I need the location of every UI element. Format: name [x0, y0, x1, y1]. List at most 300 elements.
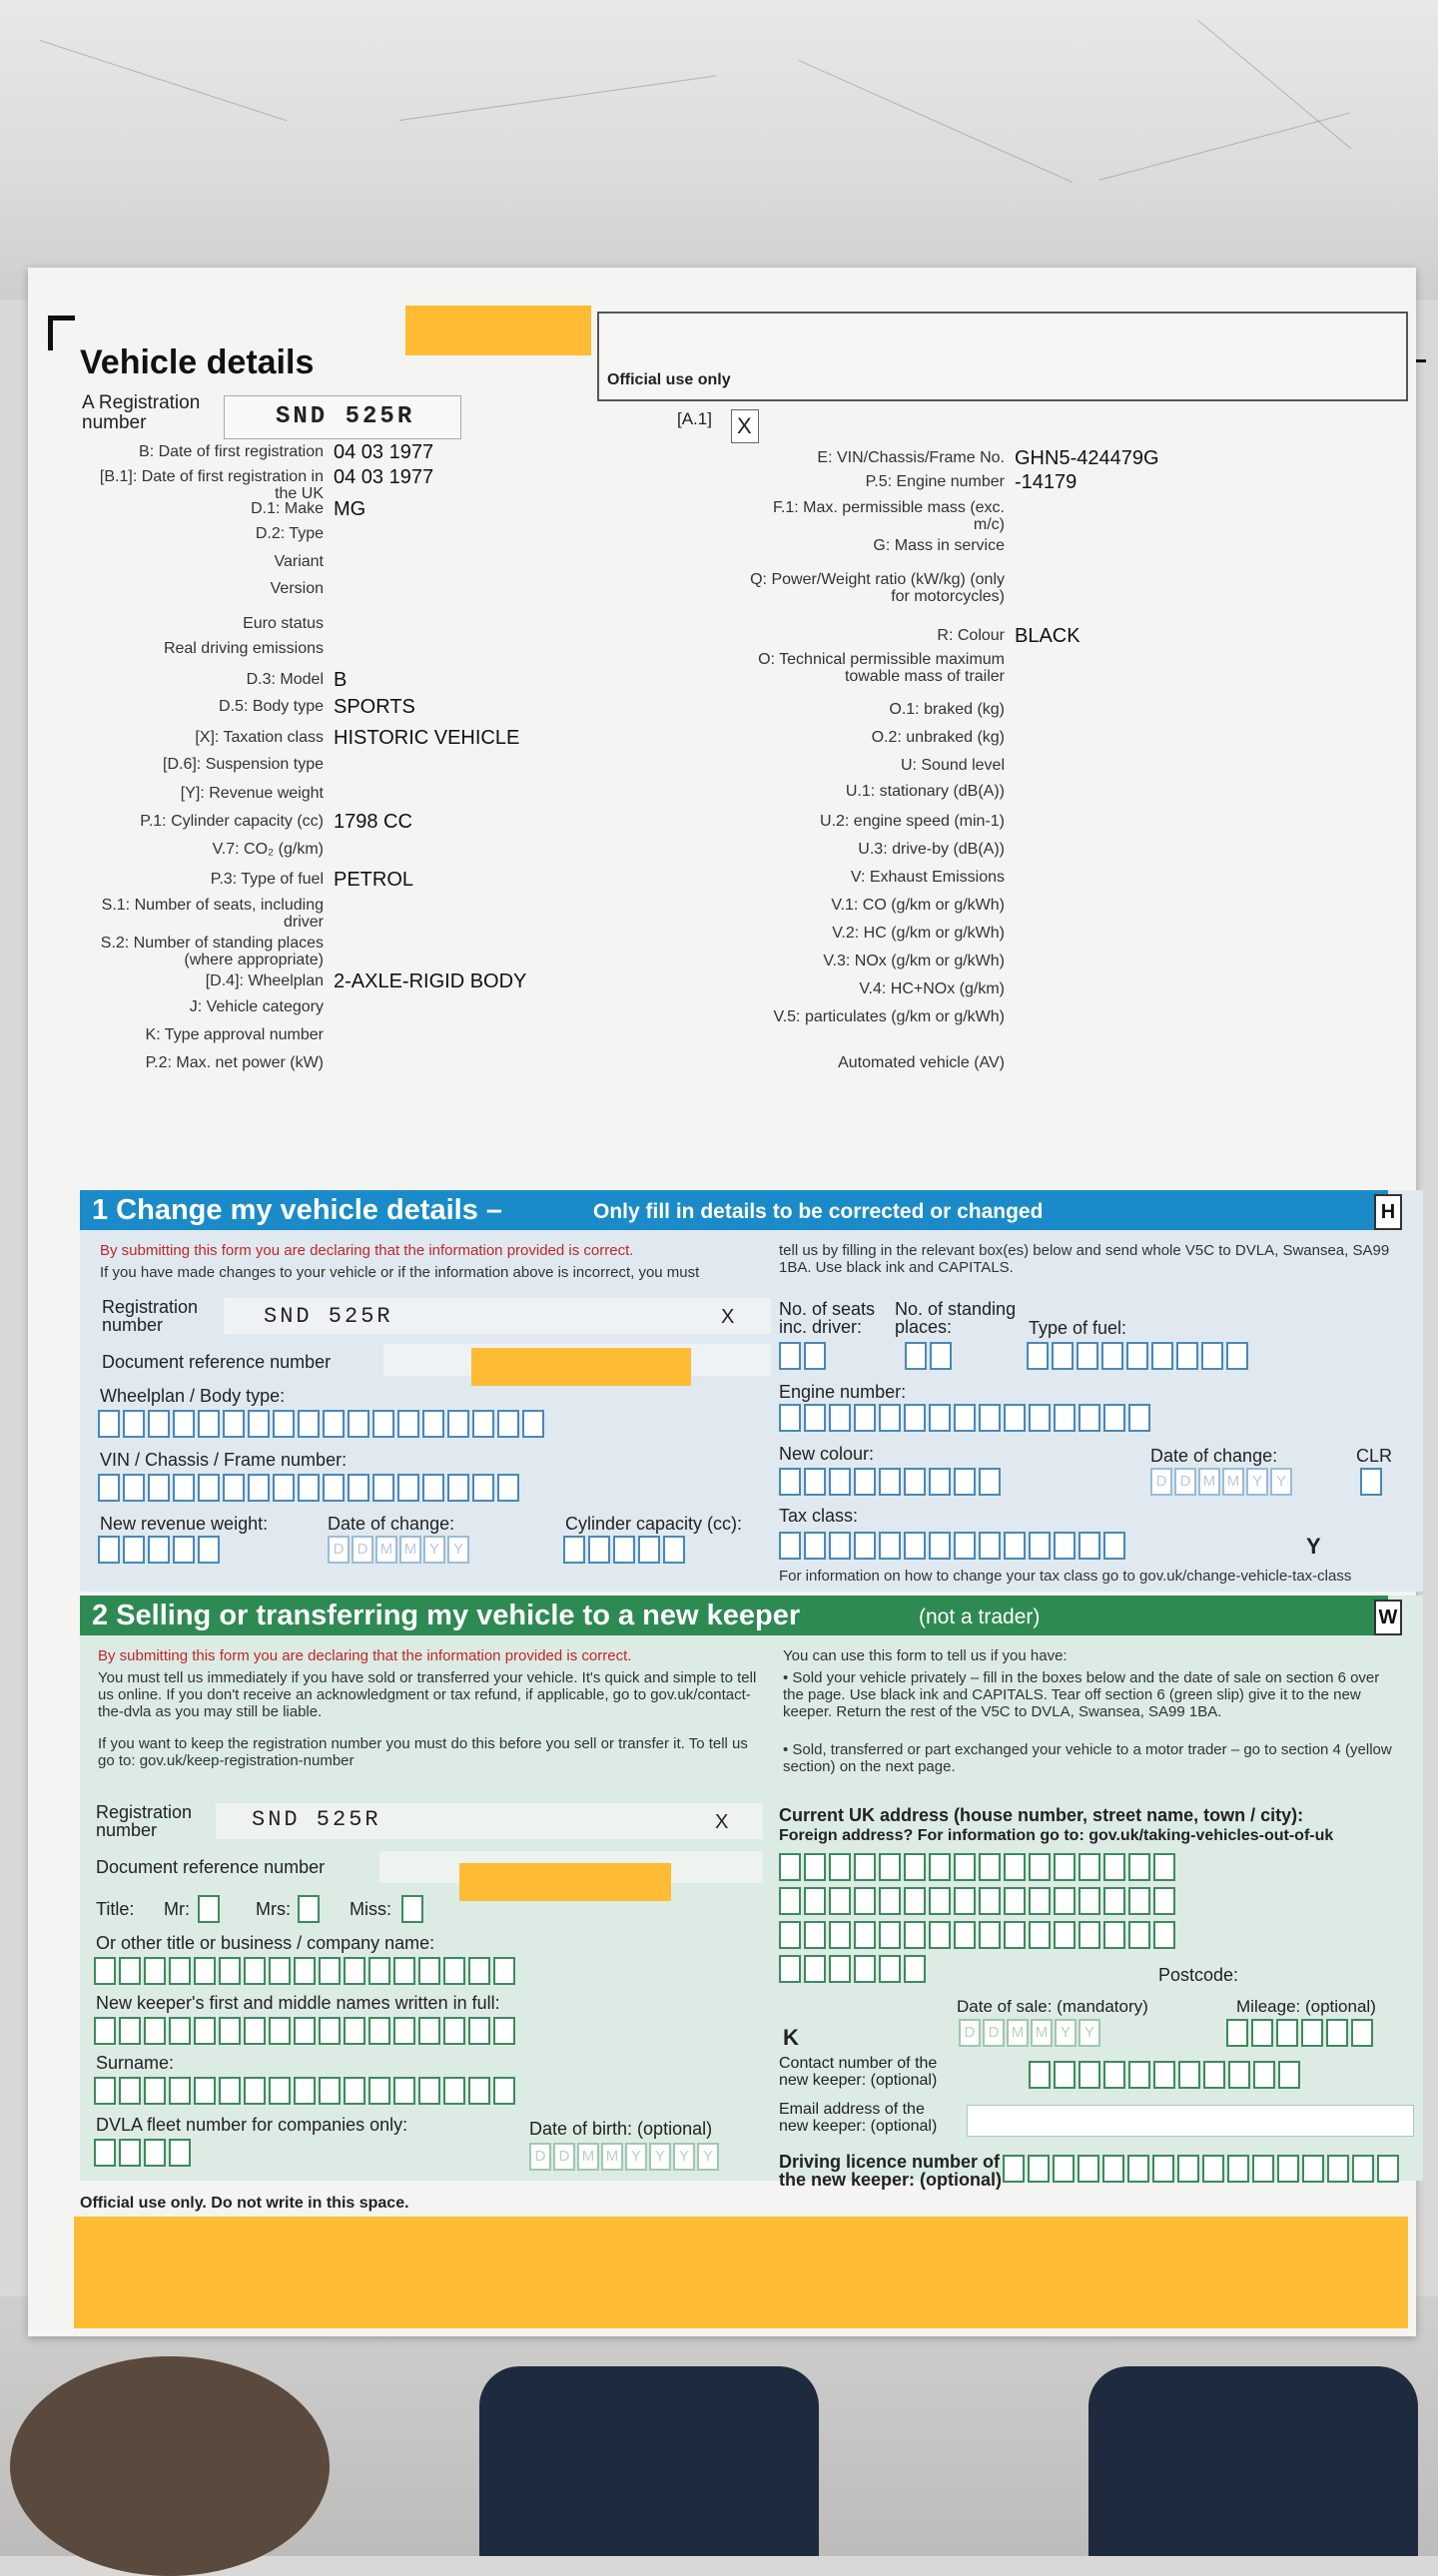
- date-char-box[interactable]: D: [1150, 1468, 1172, 1496]
- char-box[interactable]: [397, 1474, 419, 1502]
- char-box[interactable]: [879, 1468, 901, 1496]
- miss-box[interactable]: [401, 1895, 426, 1923]
- date-char-box[interactable]: D: [1174, 1468, 1196, 1496]
- char-box[interactable]: [372, 1410, 394, 1438]
- char-box[interactable]: [904, 1921, 926, 1949]
- char-box[interactable]: [273, 1410, 295, 1438]
- char-box[interactable]: [1054, 1532, 1076, 1560]
- wheelplan-boxes[interactable]: [98, 1410, 547, 1438]
- char-box[interactable]: [493, 1957, 515, 1985]
- char-box[interactable]: [563, 1536, 585, 1564]
- char-box[interactable]: [1004, 1887, 1026, 1915]
- char-box[interactable]: [1078, 2061, 1100, 2089]
- date-char-box[interactable]: Y: [649, 2143, 671, 2171]
- char-box[interactable]: [1126, 1342, 1148, 1370]
- char-box[interactable]: [1078, 1853, 1100, 1881]
- char-box[interactable]: [219, 1957, 241, 1985]
- char-box[interactable]: [979, 1921, 1001, 1949]
- address-boxes-2[interactable]: [779, 1887, 1178, 1915]
- engine-boxes[interactable]: [779, 1404, 1153, 1432]
- char-box[interactable]: [829, 1532, 851, 1560]
- char-box[interactable]: [1054, 1887, 1076, 1915]
- char-box[interactable]: [393, 1957, 415, 1985]
- char-box[interactable]: [198, 1474, 220, 1502]
- date-char-box[interactable]: D: [553, 2143, 575, 2171]
- char-box[interactable]: [219, 2077, 241, 2105]
- char-box[interactable]: [854, 1921, 876, 1949]
- char-box[interactable]: [663, 1536, 685, 1564]
- date-sale-boxes[interactable]: [959, 2019, 1102, 2047]
- clr-boxes[interactable]: [1360, 1468, 1385, 1496]
- char-box[interactable]: [1029, 1853, 1051, 1881]
- char-box[interactable]: [854, 1468, 876, 1496]
- date-char-box[interactable]: M: [577, 2143, 599, 2171]
- char-box[interactable]: [1252, 2155, 1274, 2183]
- char-box[interactable]: [854, 1404, 876, 1432]
- char-box[interactable]: [1251, 2019, 1273, 2047]
- char-box[interactable]: [1103, 1887, 1125, 1915]
- char-box[interactable]: [144, 1957, 166, 1985]
- char-box[interactable]: [443, 1957, 465, 1985]
- char-box[interactable]: [1228, 2061, 1250, 2089]
- char-box[interactable]: [447, 1410, 469, 1438]
- char-box[interactable]: [829, 1955, 851, 1983]
- char-box[interactable]: [194, 1957, 216, 1985]
- char-box[interactable]: [497, 1410, 519, 1438]
- char-box[interactable]: [979, 1532, 1001, 1560]
- mr-box[interactable]: [198, 1895, 223, 1923]
- char-box[interactable]: [244, 2017, 266, 2045]
- char-box[interactable]: [298, 1410, 320, 1438]
- char-box[interactable]: [1203, 2061, 1225, 2089]
- char-box[interactable]: [854, 1955, 876, 1983]
- date-char-box[interactable]: D: [983, 2019, 1005, 2047]
- char-box[interactable]: [1326, 2019, 1348, 2047]
- date-char-box[interactable]: Y: [625, 2143, 647, 2171]
- char-box[interactable]: [443, 2077, 465, 2105]
- date-char-box[interactable]: Y: [673, 2143, 695, 2171]
- char-box[interactable]: [1276, 2019, 1298, 2047]
- char-box[interactable]: [954, 1404, 976, 1432]
- char-box[interactable]: [1128, 1921, 1150, 1949]
- address-boxes-1[interactable]: [779, 1853, 1178, 1881]
- cylinder-boxes[interactable]: [563, 1536, 688, 1564]
- char-box[interactable]: [779, 1532, 801, 1560]
- date-char-box[interactable]: M: [1198, 1468, 1220, 1496]
- char-box[interactable]: [319, 2077, 341, 2105]
- char-box[interactable]: [219, 2017, 241, 2045]
- char-box[interactable]: [1077, 1342, 1098, 1370]
- char-box[interactable]: [447, 1474, 469, 1502]
- char-box[interactable]: [1128, 1853, 1150, 1881]
- date-char-box[interactable]: M: [375, 1536, 397, 1564]
- char-box[interactable]: [368, 1957, 390, 1985]
- char-box[interactable]: [1153, 1853, 1175, 1881]
- char-box[interactable]: [829, 1468, 851, 1496]
- char-box[interactable]: [1103, 1853, 1125, 1881]
- char-box[interactable]: [1102, 2155, 1124, 2183]
- char-box[interactable]: [1352, 2155, 1374, 2183]
- vin-boxes[interactable]: [98, 1474, 522, 1502]
- char-box[interactable]: [198, 1410, 220, 1438]
- char-box[interactable]: [954, 1887, 976, 1915]
- char-box[interactable]: [493, 2017, 515, 2045]
- char-box[interactable]: [169, 2139, 191, 2167]
- char-box[interactable]: [1029, 1887, 1051, 1915]
- revenue-weight-boxes[interactable]: [98, 1536, 223, 1564]
- address-boxes-3[interactable]: [779, 1921, 1178, 1949]
- char-box[interactable]: [1253, 2061, 1275, 2089]
- char-box[interactable]: [804, 1853, 826, 1881]
- char-box[interactable]: [493, 2077, 515, 2105]
- char-box[interactable]: [1226, 1342, 1248, 1370]
- email-field[interactable]: [967, 2105, 1414, 2137]
- fuel-boxes[interactable]: [1027, 1342, 1251, 1370]
- char-box[interactable]: [1004, 1853, 1026, 1881]
- char-box[interactable]: [1103, 2061, 1125, 2089]
- char-box[interactable]: [1201, 1342, 1223, 1370]
- char-box[interactable]: [418, 2017, 440, 2045]
- char-box[interactable]: [1278, 2061, 1300, 2089]
- char-box[interactable]: [954, 1532, 976, 1560]
- char-box[interactable]: [1152, 2155, 1174, 2183]
- surname-boxes[interactable]: [94, 2077, 518, 2105]
- char-box[interactable]: [904, 1955, 926, 1983]
- char-box[interactable]: [123, 1474, 145, 1502]
- char-box[interactable]: [119, 2139, 141, 2167]
- char-box[interactable]: [144, 2139, 166, 2167]
- char-box[interactable]: [1128, 1887, 1150, 1915]
- date-char-box[interactable]: Y: [447, 1536, 469, 1564]
- char-box[interactable]: [779, 1404, 801, 1432]
- char-box[interactable]: [119, 1957, 141, 1985]
- char-box[interactable]: [1027, 1342, 1049, 1370]
- char-box[interactable]: [1028, 2155, 1050, 2183]
- char-box[interactable]: [1301, 2019, 1323, 2047]
- char-box[interactable]: [94, 2139, 116, 2167]
- char-box[interactable]: [94, 2077, 116, 2105]
- char-box[interactable]: [98, 1536, 120, 1564]
- char-box[interactable]: [929, 1921, 951, 1949]
- char-box[interactable]: [829, 1853, 851, 1881]
- char-box[interactable]: [244, 2077, 266, 2105]
- char-box[interactable]: [904, 1887, 926, 1915]
- char-box[interactable]: [98, 1474, 120, 1502]
- char-box[interactable]: [1101, 1342, 1123, 1370]
- char-box[interactable]: [198, 1536, 220, 1564]
- char-box[interactable]: [804, 1532, 826, 1560]
- char-box[interactable]: [1004, 1921, 1026, 1949]
- char-box[interactable]: [829, 1404, 851, 1432]
- char-box[interactable]: [368, 2017, 390, 2045]
- char-box[interactable]: [1029, 1921, 1051, 1949]
- char-box[interactable]: [1176, 1342, 1198, 1370]
- char-box[interactable]: [269, 1957, 291, 1985]
- char-box[interactable]: [954, 1921, 976, 1949]
- char-box[interactable]: [779, 1853, 801, 1881]
- char-box[interactable]: [269, 2017, 291, 2045]
- char-box[interactable]: [468, 2017, 490, 2045]
- char-box[interactable]: [472, 1410, 494, 1438]
- char-box[interactable]: [1227, 2155, 1249, 2183]
- char-box[interactable]: [1078, 2155, 1099, 2183]
- char-box[interactable]: [94, 2017, 116, 2045]
- char-box[interactable]: [244, 1957, 266, 1985]
- char-box[interactable]: [930, 1342, 952, 1370]
- char-box[interactable]: [879, 1955, 901, 1983]
- date-char-box[interactable]: D: [352, 1536, 373, 1564]
- char-box[interactable]: [854, 1853, 876, 1881]
- date-char-box[interactable]: D: [328, 1536, 350, 1564]
- char-box[interactable]: [468, 2077, 490, 2105]
- char-box[interactable]: [148, 1474, 170, 1502]
- dob-boxes[interactable]: [529, 2143, 721, 2171]
- char-box[interactable]: [123, 1410, 145, 1438]
- char-box[interactable]: [779, 1468, 801, 1496]
- char-box[interactable]: [1351, 2019, 1373, 2047]
- char-box[interactable]: [588, 1536, 610, 1564]
- char-box[interactable]: [779, 1342, 801, 1370]
- char-box[interactable]: [1054, 1404, 1076, 1432]
- char-box[interactable]: [954, 1853, 976, 1881]
- char-box[interactable]: [393, 2017, 415, 2045]
- date-char-box[interactable]: M: [1222, 1468, 1244, 1496]
- char-box[interactable]: [1054, 1921, 1076, 1949]
- char-box[interactable]: [1277, 2155, 1299, 2183]
- char-box[interactable]: [1178, 2061, 1200, 2089]
- char-box[interactable]: [804, 1468, 826, 1496]
- char-box[interactable]: [522, 1410, 544, 1438]
- char-box[interactable]: [397, 1410, 419, 1438]
- char-box[interactable]: [173, 1536, 195, 1564]
- date-char-box[interactable]: Y: [697, 2143, 719, 2171]
- char-box[interactable]: [472, 1474, 494, 1502]
- char-box[interactable]: [173, 1474, 195, 1502]
- char-box[interactable]: [169, 2017, 191, 2045]
- char-box[interactable]: [319, 1957, 341, 1985]
- char-box[interactable]: [468, 1957, 490, 1985]
- char-box[interactable]: [98, 1410, 120, 1438]
- char-box[interactable]: [123, 1536, 145, 1564]
- char-box[interactable]: [1177, 2155, 1199, 2183]
- date-char-box[interactable]: M: [1031, 2019, 1053, 2047]
- char-box[interactable]: [273, 1474, 295, 1502]
- char-box[interactable]: [1128, 2061, 1150, 2089]
- standing-boxes[interactable]: [905, 1342, 955, 1370]
- char-box[interactable]: [198, 1895, 220, 1923]
- char-box[interactable]: [904, 1532, 926, 1560]
- fleet-boxes[interactable]: [94, 2139, 194, 2167]
- date-char-box[interactable]: M: [399, 1536, 421, 1564]
- char-box[interactable]: [1003, 2155, 1025, 2183]
- char-box[interactable]: [393, 2077, 415, 2105]
- char-box[interactable]: [1153, 1921, 1175, 1949]
- char-box[interactable]: [443, 2017, 465, 2045]
- char-box[interactable]: [223, 1474, 245, 1502]
- char-box[interactable]: [1052, 1342, 1074, 1370]
- char-box[interactable]: [804, 1921, 826, 1949]
- char-box[interactable]: [929, 1468, 951, 1496]
- char-box[interactable]: [613, 1536, 635, 1564]
- char-box[interactable]: [929, 1404, 951, 1432]
- char-box[interactable]: [294, 2077, 316, 2105]
- char-box[interactable]: [804, 1887, 826, 1915]
- char-box[interactable]: [1153, 2061, 1175, 2089]
- char-box[interactable]: [804, 1404, 826, 1432]
- char-box[interactable]: [1029, 1532, 1051, 1560]
- char-box[interactable]: [929, 1853, 951, 1881]
- seats-boxes[interactable]: [779, 1342, 829, 1370]
- char-box[interactable]: [854, 1887, 876, 1915]
- char-box[interactable]: [94, 1957, 116, 1985]
- char-box[interactable]: [1078, 1887, 1100, 1915]
- char-box[interactable]: [294, 2017, 316, 2045]
- char-box[interactable]: [194, 2017, 216, 2045]
- char-box[interactable]: [148, 1536, 170, 1564]
- char-box[interactable]: [904, 1404, 926, 1432]
- section1-date-change2-boxes[interactable]: [1150, 1468, 1294, 1496]
- date-char-box[interactable]: D: [529, 2143, 551, 2171]
- char-box[interactable]: [418, 1957, 440, 1985]
- colour-boxes[interactable]: [779, 1468, 1004, 1496]
- char-box[interactable]: [418, 2077, 440, 2105]
- char-box[interactable]: [979, 1404, 1001, 1432]
- date-char-box[interactable]: M: [1007, 2019, 1029, 2047]
- char-box[interactable]: [1151, 1342, 1173, 1370]
- char-box[interactable]: [348, 1474, 369, 1502]
- char-box[interactable]: [879, 1887, 901, 1915]
- char-box[interactable]: [979, 1468, 1001, 1496]
- char-box[interactable]: [1029, 2061, 1051, 2089]
- char-box[interactable]: [1128, 1404, 1150, 1432]
- contact-boxes[interactable]: [1029, 2061, 1303, 2089]
- tax-boxes[interactable]: [779, 1532, 1128, 1560]
- char-box[interactable]: [1054, 2061, 1076, 2089]
- char-box[interactable]: [269, 2077, 291, 2105]
- char-box[interactable]: [1127, 2155, 1149, 2183]
- char-box[interactable]: [223, 1410, 245, 1438]
- char-box[interactable]: [854, 1532, 876, 1560]
- char-box[interactable]: [779, 1955, 801, 1983]
- char-box[interactable]: [904, 1468, 926, 1496]
- char-box[interactable]: [1103, 1404, 1125, 1432]
- first-names-boxes[interactable]: [94, 2017, 518, 2045]
- char-box[interactable]: [344, 2017, 365, 2045]
- char-box[interactable]: [879, 1404, 901, 1432]
- section1-date-change-boxes[interactable]: [328, 1536, 471, 1564]
- char-box[interactable]: [1004, 1532, 1026, 1560]
- char-box[interactable]: [323, 1410, 345, 1438]
- field-label: [X]: Taxation class: [195, 729, 324, 746]
- char-box[interactable]: [829, 1921, 851, 1949]
- char-box[interactable]: [248, 1410, 270, 1438]
- char-box[interactable]: [804, 1342, 826, 1370]
- date-char-box[interactable]: Y: [1246, 1468, 1268, 1496]
- section1-wheelplan-label: Wheelplan / Body type:: [100, 1386, 286, 1406]
- char-box[interactable]: [344, 1957, 365, 1985]
- char-box[interactable]: [929, 1532, 951, 1560]
- char-box[interactable]: [144, 2077, 166, 2105]
- address-boxes-4[interactable]: [779, 1955, 929, 1983]
- char-box[interactable]: [372, 1474, 394, 1502]
- char-box[interactable]: [368, 2077, 390, 2105]
- char-box[interactable]: [319, 2017, 341, 2045]
- licence-boxes[interactable]: [1003, 2155, 1402, 2183]
- char-box[interactable]: [1377, 2155, 1399, 2183]
- char-box[interactable]: [779, 1887, 801, 1915]
- char-box[interactable]: [348, 1410, 369, 1438]
- date-char-box[interactable]: Y: [1270, 1468, 1292, 1496]
- char-box[interactable]: [804, 1955, 826, 1983]
- char-box[interactable]: [829, 1887, 851, 1915]
- char-box[interactable]: [248, 1474, 270, 1502]
- char-box[interactable]: [1226, 2019, 1248, 2047]
- char-box[interactable]: [1054, 1853, 1076, 1881]
- char-box[interactable]: [497, 1474, 519, 1502]
- char-box[interactable]: [1327, 2155, 1349, 2183]
- char-box[interactable]: [879, 1532, 901, 1560]
- char-box[interactable]: [1029, 1404, 1051, 1432]
- char-box[interactable]: [323, 1474, 345, 1502]
- char-box[interactable]: [1360, 1468, 1382, 1496]
- char-box[interactable]: [144, 2017, 166, 2045]
- date-char-box[interactable]: Y: [1055, 2019, 1077, 2047]
- char-box[interactable]: [1078, 1921, 1100, 1949]
- char-box[interactable]: [879, 1921, 901, 1949]
- char-box[interactable]: [119, 2077, 141, 2105]
- char-box[interactable]: [294, 1957, 316, 1985]
- char-box[interactable]: [194, 2077, 216, 2105]
- char-box[interactable]: [954, 1468, 976, 1496]
- date-char-box[interactable]: Y: [423, 1536, 445, 1564]
- char-box[interactable]: [779, 1921, 801, 1949]
- char-box[interactable]: [929, 1887, 951, 1915]
- char-box[interactable]: [422, 1474, 444, 1502]
- char-box[interactable]: [979, 1887, 1001, 1915]
- char-box[interactable]: [422, 1410, 444, 1438]
- other-title-boxes[interactable]: [94, 1957, 518, 1985]
- char-box[interactable]: [344, 2077, 365, 2105]
- char-box[interactable]: [1103, 1532, 1125, 1560]
- char-box[interactable]: [905, 1342, 927, 1370]
- mrs-box[interactable]: [298, 1895, 323, 1923]
- char-box[interactable]: [173, 1410, 195, 1438]
- char-box[interactable]: [169, 2077, 191, 2105]
- char-box[interactable]: [1053, 2155, 1075, 2183]
- date-char-box[interactable]: Y: [1078, 2019, 1100, 2047]
- char-box[interactable]: [401, 1895, 423, 1923]
- char-box[interactable]: [298, 1895, 320, 1923]
- char-box[interactable]: [1302, 2155, 1324, 2183]
- char-box[interactable]: [1078, 1404, 1100, 1432]
- char-box[interactable]: [904, 1853, 926, 1881]
- char-box[interactable]: [1153, 1887, 1175, 1915]
- char-box[interactable]: [879, 1853, 901, 1881]
- char-box[interactable]: [1202, 2155, 1224, 2183]
- date-char-box[interactable]: M: [601, 2143, 623, 2171]
- char-box[interactable]: [119, 2017, 141, 2045]
- char-box[interactable]: [638, 1536, 660, 1564]
- date-char-box[interactable]: D: [959, 2019, 981, 2047]
- char-box[interactable]: [1103, 1921, 1125, 1949]
- char-box[interactable]: [1078, 1532, 1100, 1560]
- mileage-boxes[interactable]: [1226, 2019, 1376, 2047]
- char-box[interactable]: [148, 1410, 170, 1438]
- char-box[interactable]: [979, 1853, 1001, 1881]
- char-box[interactable]: [1004, 1404, 1026, 1432]
- char-box[interactable]: [169, 1957, 191, 1985]
- char-box[interactable]: [298, 1474, 320, 1502]
